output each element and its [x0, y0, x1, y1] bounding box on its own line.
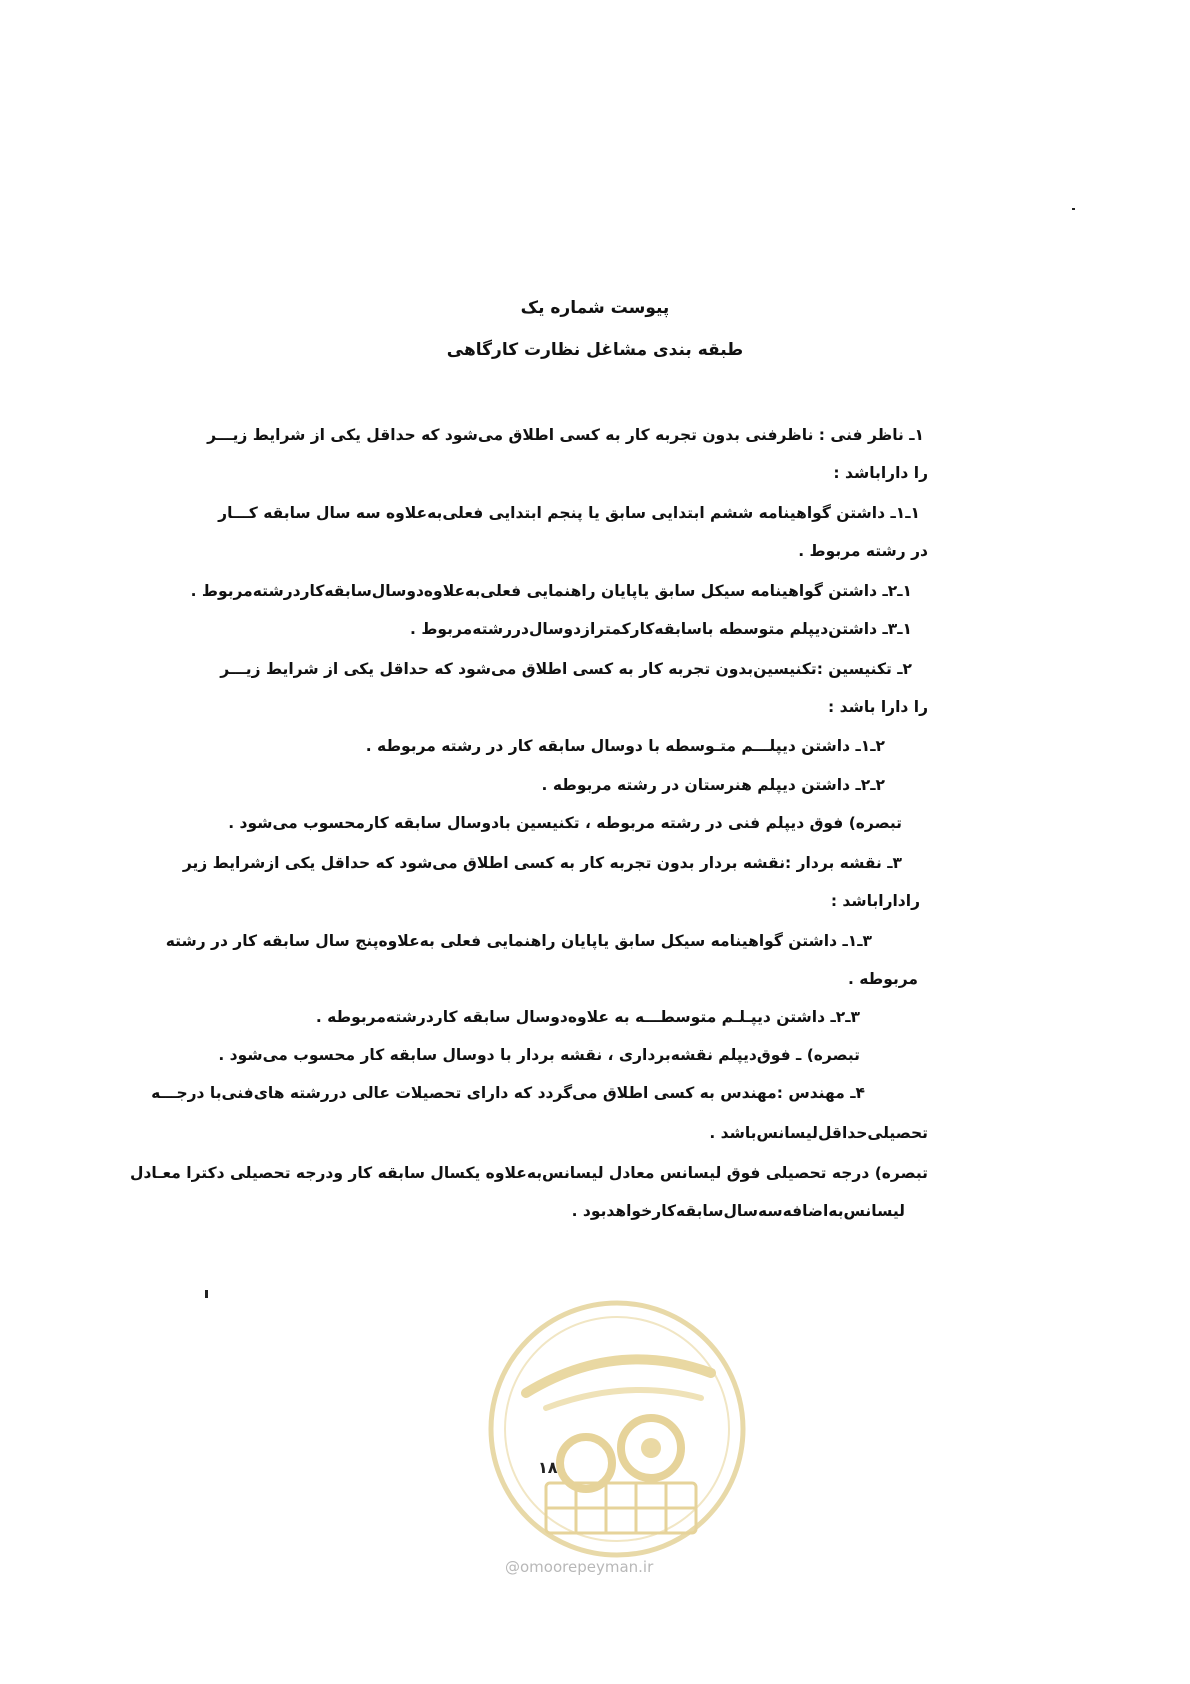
body-line: ۳ـ نقشه بردار :نقشه بردار بدون تجربه کار به کسی اطلاق می‌شود که حداقل یکی ازشرایط زیر — [182, 854, 902, 872]
body-line: ۱ـ ناظر فنی : ناظرفنی بدون تجربه کار به کسی اطلاق می‌شود که حداقل یکی از شرایط زیـــر — [207, 426, 924, 444]
body-line: مربوطه . — [847, 970, 918, 988]
body-line: در رشته مربوط . — [798, 542, 928, 560]
body-line: تبصره) فوق دیپلم فنی در رشته مربوطه ، تکنیسین بادوسال سابقه کارمحسوب می‌شود . — [228, 814, 902, 832]
body-line: ۴ـ مهندس :مهندس به کسی اطلاق می‌گردد که دارای تحصیلات عالی دررشته های‌فنی‌با درجـــه — [151, 1084, 865, 1102]
body-line: ۳ـ۲ـ داشتن دیپـلـم متوسطـــه به علاوه‌دوسال سابقه کاردرشته‌مربوطه . — [315, 1008, 860, 1026]
body-line: را دارا باشد : — [828, 698, 928, 716]
body-line: ۱ـ۱ـ داشتن گواهینامه ششم ابتدایی سابق یا پنجم ابتدایی فعلی‌به‌علاوه سه سال سابقه کـــار — [218, 504, 920, 522]
page-subtitle: طبقه بندی مشاغل نظارت کارگاهی — [446, 340, 744, 360]
scan-speck — [1072, 208, 1075, 210]
body-line: ۲ـ۲ـ داشتن دیپلم هنرستان در رشته مربوطه . — [541, 776, 885, 794]
page-title: پیوست شماره یک — [520, 298, 670, 318]
body-line: ۲ـ۱ـ داشتن دیپلـــم متـوسطه با دوسال سابقه کار در رشته مربوطه . — [365, 737, 885, 755]
body-line: تحصیلی‌حداقل‌لیسانس‌باشد . — [709, 1124, 928, 1142]
body-line: لیسانس‌به‌اضافه‌سه‌سال‌سابقه‌کارخواهدبود . — [571, 1202, 905, 1220]
body-line: ۱ـ۲ـ داشتن گواهینامه سیکل سابق یاپایان راهنمایی فعلی‌به‌علاوه‌دوسال‌سابقه‌کاردرشته‌مربوط . — [190, 582, 912, 600]
page-number: ۱۸ — [538, 1458, 558, 1477]
body-line: تبصره) درجه تحصیلی فوق لیسانس معادل لیسانس‌به‌علاوه یکسال سابقه کار ودرجه تحصیلی دکترا معـادل — [130, 1164, 928, 1182]
body-line: راداراباشد : — [830, 892, 920, 910]
body-line: تبصره) ـ فوق‌دیپلم نقشه‌برداری ، نقشه بردار با دوسال سابقه کار محسوب می‌شود . — [218, 1046, 860, 1064]
watermark-site-label: @omoorepeyman.ir — [505, 1558, 654, 1576]
body-line: ۱ـ۳ـ داشتن‌دیپلم متوسطه باسابقه‌کارکمترازدوسال‌دررشته‌مربوط . — [410, 620, 912, 638]
body-line: ۲ـ تکنیسین :تکنیسین‌بدون تجربه کار به کسی اطلاق می‌شود که حداقل یکی از شرایط زیـــر — [220, 660, 912, 678]
body-line: را داراباشد : — [833, 464, 928, 482]
watermark-seal-icon — [486, 1298, 748, 1560]
scan-speck — [205, 1290, 208, 1298]
body-line: ۳ـ۱ـ داشتن گواهینامه سیکل سابق یاپایان راهنمایی فعلی به‌علاوه‌پنج سال سابقه کار در رشته — [165, 932, 872, 950]
